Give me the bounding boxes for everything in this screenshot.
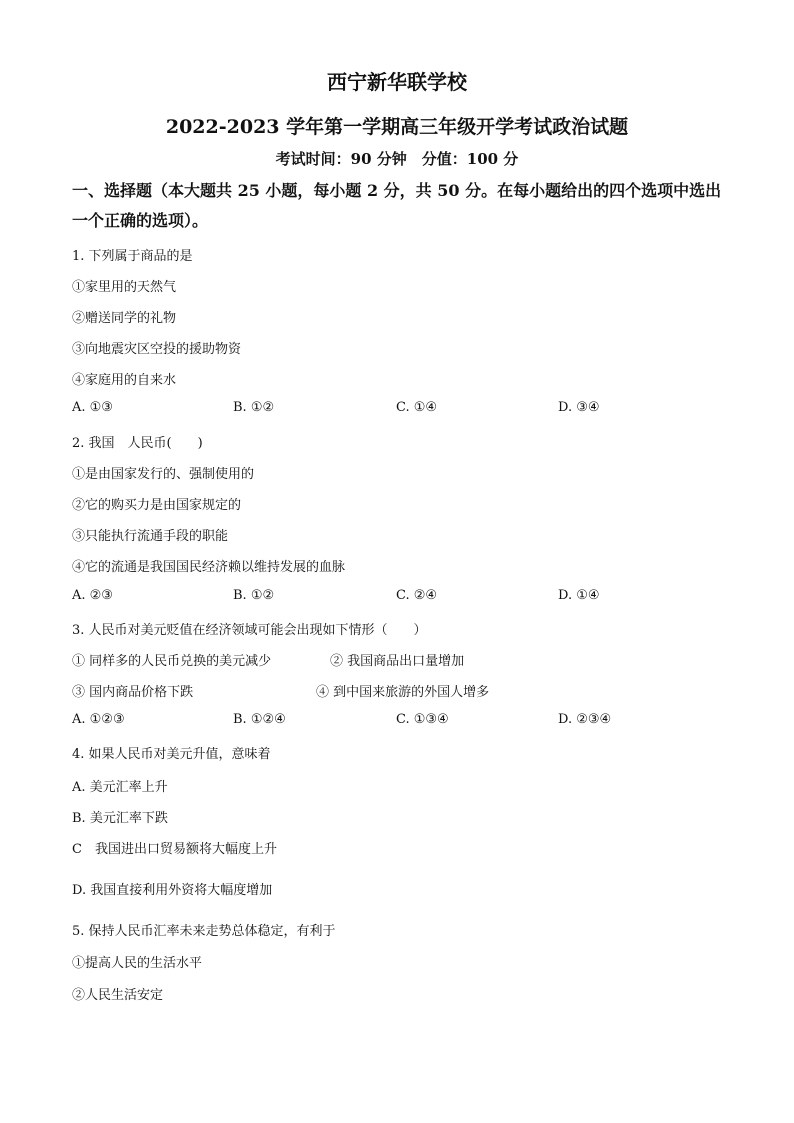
exam-info: 考试时间：90 分钟 分值：100 分 — [275, 150, 519, 168]
question-3-option-a: A. ①②③ — [72, 712, 125, 727]
question-1-item: ③向地震灾区空投的援助物资 — [72, 342, 242, 357]
question-2-option-b: B. ①② — [233, 588, 275, 603]
school-name: 西宁新华联学校 — [327, 70, 467, 94]
question-2-option-d: D. ①④ — [558, 588, 600, 603]
question-3-item: ④ 到中国来旅游的外国人增多 — [316, 685, 490, 700]
question-5-stem: 5. 保持人民币汇率未来走势总体稳定，有利于 — [72, 924, 336, 939]
question-2-option-a: A. ②③ — [72, 588, 113, 603]
question-4-stem: 4. 如果人民币对美元升值，意味着 — [72, 747, 271, 762]
question-5-item: ①提高人民的生活水平 — [72, 956, 203, 971]
question-1-item: ④家庭用的自来水 — [72, 373, 177, 388]
question-2-item: ①是由国家发行的、强制使用的 — [72, 467, 255, 482]
question-1-option-b: B. ①② — [233, 400, 275, 415]
question-3-item: ① 同样多的人民币兑换的美元减少 — [72, 654, 272, 669]
question-4-choice-c: C 我国进出口贸易额将大幅度上升 — [72, 842, 277, 857]
question-3-stem: 3. 人民币对美元贬值在经济领域可能会出现如下情形（ ） — [72, 623, 427, 638]
question-1-item: ①家里用的天然气 — [72, 280, 177, 295]
section-heading: 一、选择题（本大题共 25 小题，每小题 2 分，共 50 分。在每小题给出的四个选项中选出一个正确的选项）。 — [72, 181, 722, 230]
question-1-option-c: C. ①④ — [396, 400, 438, 415]
question-4-choice-a: A. 美元汇率上升 — [72, 780, 168, 795]
question-3-option-d: D. ②③④ — [558, 712, 612, 727]
question-3-option-c: C. ①③④ — [396, 712, 449, 727]
question-4-choice-d: D. 我国直接利用外资将大幅度增加 — [72, 883, 273, 898]
question-2-stem: 2. 我国 人民币( ) — [72, 436, 203, 451]
question-3-item: ② 我国商品出口量增加 — [330, 654, 465, 669]
question-4-choice-b: B. 美元汇率下跌 — [72, 811, 168, 826]
question-1-option-a: A. ①③ — [72, 400, 113, 415]
question-5-item: ②人民生活安定 — [72, 988, 164, 1003]
question-3-option-b: B. ①②④ — [233, 712, 286, 727]
question-1-option-d: D. ③④ — [558, 400, 600, 415]
question-1-stem: 1. 下列属于商品的是 — [72, 249, 193, 264]
question-2-item: ③只能执行流通手段的职能 — [72, 529, 229, 544]
question-2-item: ④它的流通是我国国民经济赖以维持发展的血脉 — [72, 560, 346, 575]
question-1-item: ②赠送同学的礼物 — [72, 311, 177, 326]
exam-title: 2022-2023 学年第一学期高三年级开学考试政治试题 — [165, 116, 629, 138]
question-2-option-c: C. ②④ — [396, 588, 438, 603]
question-2-item: ②它的购买力是由国家规定的 — [72, 498, 242, 513]
question-3-item: ③ 国内商品价格下跌 — [72, 685, 194, 700]
